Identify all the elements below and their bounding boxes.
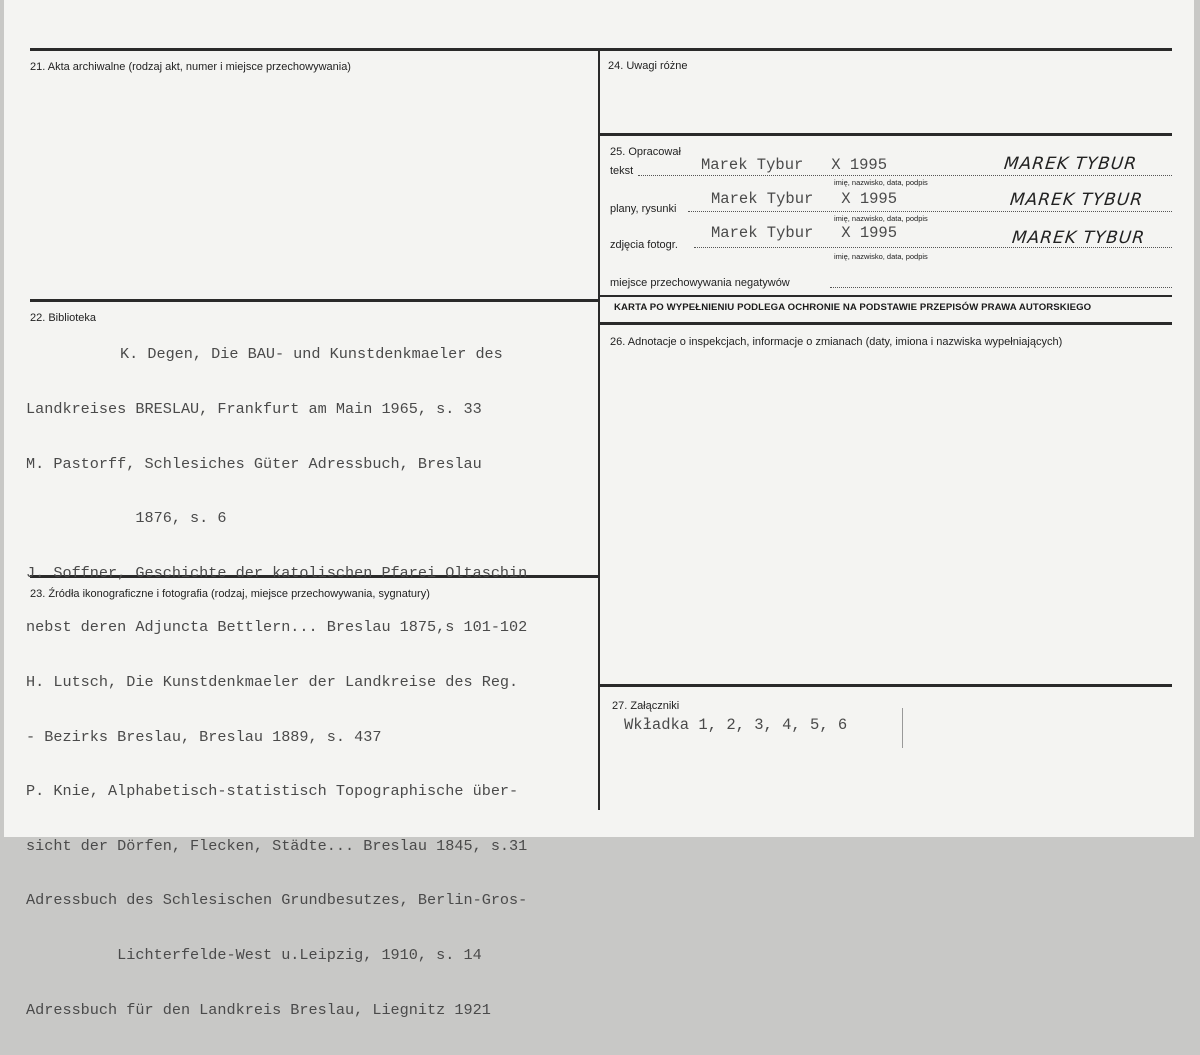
rule-25-note [600, 295, 1172, 297]
bibliography-line: Adressbuch für den Landkreis Breslau, Liegnitz 1921 [26, 1000, 491, 1019]
section-25-label: 25. Opracował [610, 146, 681, 158]
bibliography-line: K. Degen, Die BAU- und Kunstdenkmaeler des [120, 345, 503, 364]
row-photos-caption: imię, nazwisko, data, podpis [834, 252, 928, 261]
row-photos-signature: MAREK TYBUR [1010, 228, 1147, 248]
row-photos-typed: Marek Tybur X 1995 [711, 224, 898, 242]
bibliography-line: nebst deren Adjuncta Bettlern... Breslau 1875,s 101-102 [26, 618, 528, 637]
attachments-text: Wkładka 1, 2, 3, 4, 5, 6 [624, 716, 848, 734]
rule-26-27 [600, 684, 1172, 687]
bibliography-line: J. Soffner, Geschichte der katolischen Pfarei Oltaschin [26, 563, 528, 582]
bibliography-text [26, 309, 527, 1055]
section-21-label: 21. Akta archiwalne (rodzaj akt, numer i miejsce przechowywania) [30, 61, 351, 73]
bibliography-line: P. Knie, Alphabetisch-statistisch Topographische über- [26, 782, 519, 801]
rule-25-26 [600, 322, 1172, 325]
row-text-typed: Marek Tybur X 1995 [701, 156, 888, 174]
row-plans-caption: imię, nazwisko, data, podpis [834, 214, 928, 223]
bibliography-line: Adressbuch des Schlesischen Grundbesutzes, Berlin-Gros- [26, 891, 528, 910]
row-photos-label: zdjęcia fotogr. [610, 239, 678, 251]
bibliography-line: M. Pastorff, Schlesiches Güter Adressbuch, Breslau [26, 454, 482, 473]
top-rule [30, 48, 1172, 51]
record-card [4, 0, 1194, 1019]
typewriter-mark [902, 708, 903, 748]
center-divider [598, 48, 600, 810]
bibliography-line: Landkreises BRESLAU, Frankfurt am Main 1965, s. 33 [26, 400, 482, 418]
row-plans-typed: Marek Tybur X 1995 [711, 190, 898, 208]
row-text-label: tekst [610, 165, 634, 177]
negatives-dotline [830, 287, 1172, 288]
row-plans-label: plany, rysunki [610, 203, 677, 215]
row-text-caption: imię, nazwisko, data, podpis [834, 178, 928, 187]
section-24-label: 24. Uwagi różne [608, 60, 688, 72]
rule-24-25 [600, 133, 1172, 136]
bibliography-line: 1876, s. 6 [26, 509, 227, 528]
row-plans-dotline [688, 211, 1172, 212]
section-27-label: 27. Załączniki [612, 700, 680, 712]
bibliography-line: Lichterfelde-West u.Leipzig, 1910, s. 14 [26, 945, 482, 964]
section-22-label: 22. Biblioteka [30, 312, 97, 324]
section-23-label: 23. Źródła ikonograficzne i fotografia (rodzaj, miejsce przechowywania, sygnatury) [30, 588, 430, 600]
bibliography-line: H. Lutsch, Die Kunstdenkmaeler der Landkreise des Reg. [26, 672, 519, 691]
copyright-note: KARTA PO WYPEŁNIENIU PODLEGA OCHRONIE NA PODSTAWIE PRZEPISÓW PRAWA AUTORSKIEGO [614, 302, 1092, 313]
row-text-dotline [638, 175, 1172, 176]
row-text-signature: MAREK TYBUR [1002, 154, 1139, 174]
bibliography-line: sicht der Dörfen, Flecken, Städte... Breslau 1845, s.31 [26, 836, 528, 855]
rule-21-22 [30, 299, 600, 302]
negatives-label: miejsce przechowywania negatywów [610, 277, 790, 289]
bibliography-line: - Bezirks Breslau, Breslau 1889, s. 437 [26, 727, 382, 746]
row-plans-signature: MAREK TYBUR [1008, 190, 1145, 210]
section-26-label: 26. Adnotacje o inspekcjach, informacje o zmianach (daty, imiona i nazwiska wypełniających) [610, 336, 1063, 348]
